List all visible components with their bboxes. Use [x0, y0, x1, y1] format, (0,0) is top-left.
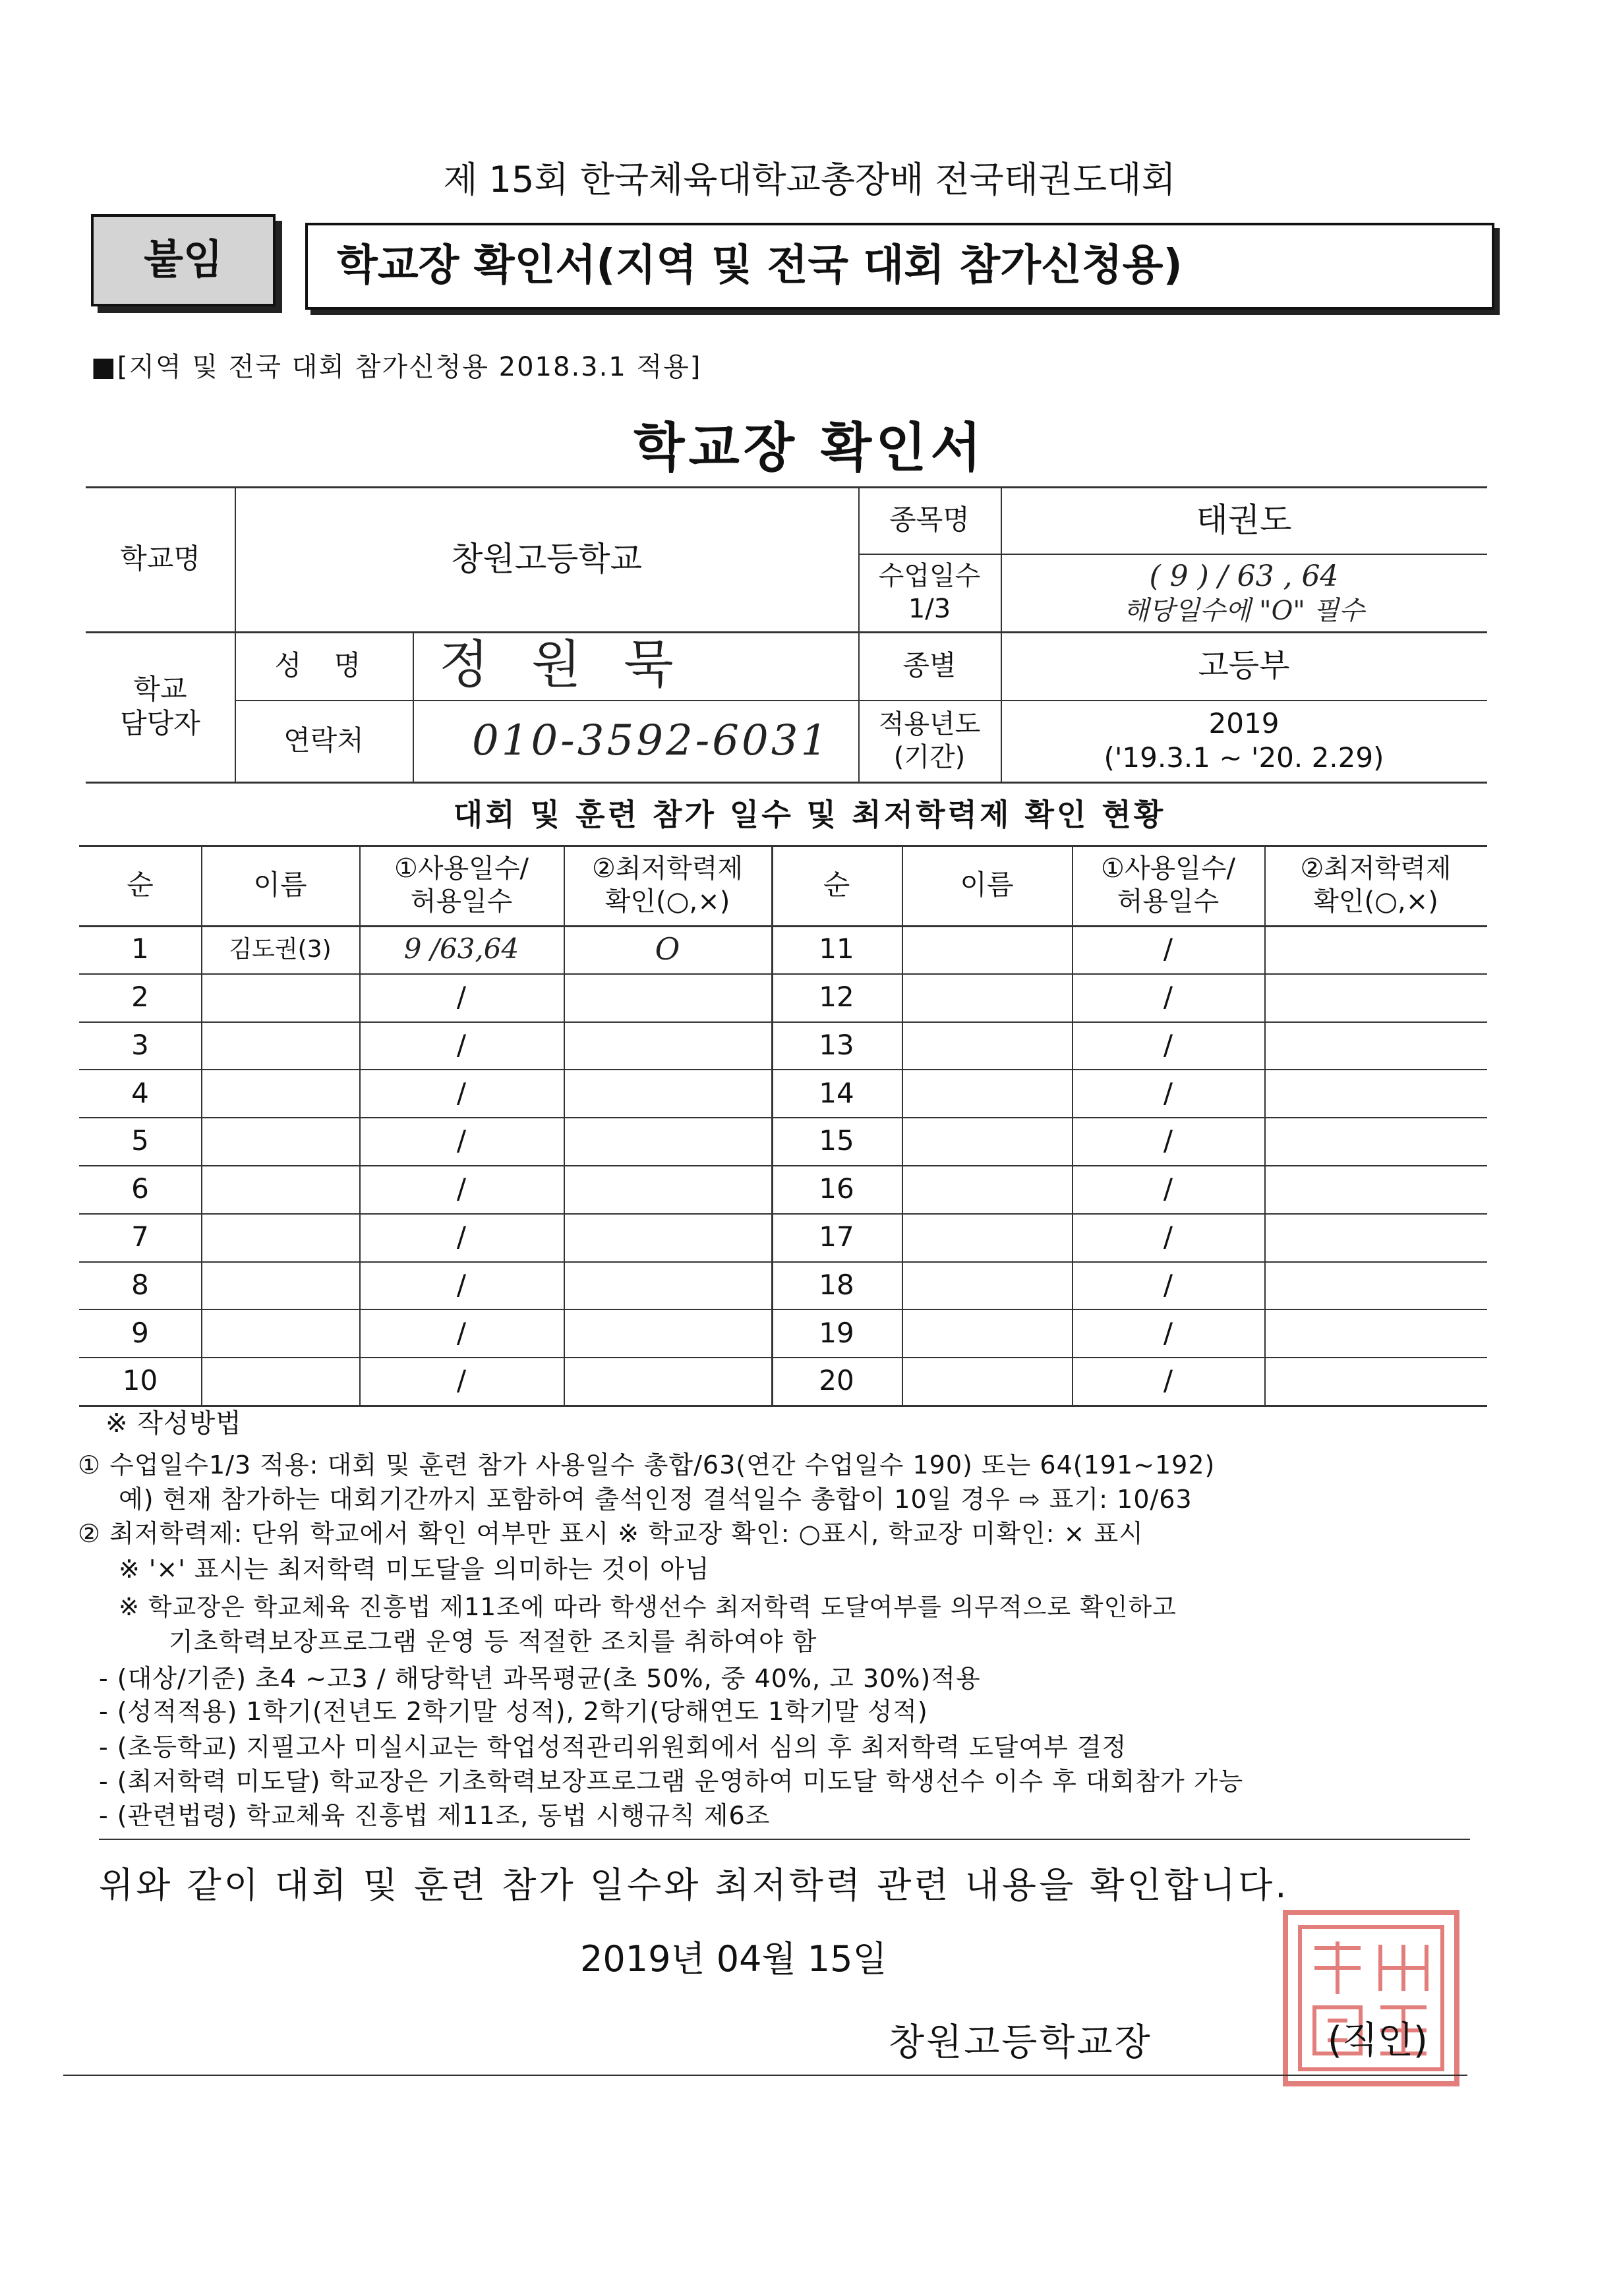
left-row-6-no: 6 — [131, 1172, 149, 1205]
right-row-7-check — [1264, 1213, 1487, 1261]
attachment-badge-label: 붙임 — [144, 235, 223, 284]
col-header-check-line2: 확인(○,×) — [604, 886, 730, 917]
left-row-6-check — [564, 1165, 771, 1213]
right-row-10-check — [1264, 1357, 1487, 1405]
left-row-7-no: 7 — [131, 1220, 149, 1253]
apply-year-label — [858, 700, 1001, 782]
left-row-8-no: 8 — [131, 1268, 149, 1301]
left-row-8-check — [564, 1261, 771, 1309]
detail-3: - (초등학교) 지필고사 미실시교는 학업성적관리위원회에서 심의 후 최저학력 도달여부 결정 — [99, 1733, 1127, 1762]
manager-label-line2: 담당자 — [120, 707, 200, 739]
right-row-8-check — [1264, 1261, 1487, 1309]
division-value: 고등부 — [1198, 647, 1290, 684]
col-header-check-right — [1264, 845, 1487, 925]
left-row-4-check — [564, 1069, 771, 1117]
left-row-6-name — [201, 1165, 359, 1213]
left-row-5-name — [201, 1117, 359, 1165]
col-header-no: 순 — [127, 868, 154, 901]
left-row-7-days: / — [456, 1220, 467, 1253]
col-header-days-right-line2: 허용일수 — [1117, 886, 1220, 917]
right-row-9-no: 19 — [819, 1316, 854, 1349]
manager-label — [86, 631, 235, 782]
col-header-days — [359, 845, 564, 925]
notes-title: ※ 작성방법 — [105, 1408, 242, 1439]
left-row-8-name — [201, 1261, 359, 1309]
col-header-check-right-line2: 확인(○,×) — [1313, 886, 1438, 917]
apply-period: ('19.3.1 ~ '20. 2.29) — [1104, 741, 1384, 774]
left-row-8-days: / — [456, 1268, 467, 1301]
right-row-1-days: / — [1163, 933, 1173, 965]
left-row-1-no: 1 — [131, 933, 149, 965]
left-row-5-days: / — [456, 1124, 467, 1157]
left-row-1-name: 김도권(3) — [229, 935, 332, 963]
detail-4: - (최저학력 미도달) 학교장은 기초학력보장프로그램 운영하여 미도달 학생선수 이수 후 대회참가 가능 — [99, 1767, 1244, 1796]
division-label: 종별 — [902, 648, 957, 681]
right-row-4-days: / — [1163, 1076, 1173, 1109]
issue-date: 2019년 04월 15일 — [580, 1938, 887, 1980]
right-row-4-check — [1264, 1069, 1487, 1117]
right-row-3-check — [1264, 1021, 1487, 1070]
left-row-2-name — [201, 973, 359, 1021]
right-row-5-days: / — [1163, 1124, 1173, 1157]
right-row-3-no: 13 — [819, 1028, 854, 1061]
col-header-no-right: 순 — [823, 868, 850, 901]
left-row-2-days: / — [456, 980, 467, 1013]
sport-value: 태권도 — [1196, 500, 1292, 539]
col-header-days-right-line1: ①사용일수/ — [1101, 853, 1235, 884]
person-name-label: 성 명 — [274, 648, 373, 681]
right-row-7-no: 17 — [819, 1220, 854, 1253]
col-header-days-line1: ①사용일수/ — [394, 853, 529, 884]
class-days-label-line1: 수업일수 — [878, 561, 981, 591]
left-row-3-check — [564, 1021, 771, 1070]
right-row-9-name — [902, 1309, 1072, 1357]
col-header-name-right: 이름 — [960, 868, 1014, 901]
col-header-days-line2: 허용일수 — [410, 886, 513, 917]
note-4-cont: 기초학력보장프로그램 운영 등 적절한 조치를 취하여야 함 — [169, 1627, 817, 1656]
col-header-check — [564, 845, 771, 925]
col-header-name: 이름 — [253, 868, 307, 901]
left-row-7-name — [201, 1213, 359, 1261]
left-row-3-name — [201, 1021, 359, 1070]
col-header-check-right-line1: ②최저학력제 — [1300, 853, 1452, 884]
note-2: ② 최저학력제: 단위 학교에서 확인 여부만 표시 ※ 학교장 확인: ○표시, 학교장 미확인: × 표시 — [78, 1519, 1144, 1548]
right-row-2-no: 12 — [819, 980, 854, 1013]
right-row-9-days: / — [1163, 1316, 1173, 1349]
left-row-10-no: 10 — [122, 1364, 158, 1397]
left-row-1-days: 9 /63,64 — [403, 933, 519, 965]
left-row-5-check — [564, 1117, 771, 1165]
left-row-1-check: O — [655, 931, 680, 967]
right-row-10-days: / — [1163, 1364, 1173, 1397]
class-days-count: ( 9 ) / 63 , 64 — [1149, 559, 1339, 593]
main-title: 학교장 확인서 — [633, 417, 986, 478]
competition-header: 제 15회 한국체육대학교총장배 전국태권도대회 — [443, 159, 1176, 200]
left-row-9-check — [564, 1309, 771, 1357]
class-days-value — [1001, 554, 1487, 631]
left-row-4-days: / — [456, 1076, 467, 1109]
sport-label: 종목명 — [889, 503, 970, 536]
note-1: ① 수업일수1/3 적용: 대회 및 훈련 참가 사용일수 총합/63(연간 수업일수 190) 또는 64(191~192) — [78, 1450, 1216, 1479]
manager-label-line1: 학교 — [133, 672, 187, 705]
left-row-5-no: 5 — [131, 1124, 149, 1157]
signer-name: 창원고등학교장 — [889, 2021, 1152, 2064]
left-row-6-days: / — [456, 1172, 467, 1205]
right-row-6-check — [1264, 1165, 1487, 1213]
col-header-days-right — [1072, 845, 1264, 925]
left-row-9-no: 9 — [131, 1316, 149, 1349]
left-row-4-no: 4 — [131, 1076, 149, 1109]
right-row-3-days: / — [1163, 1028, 1173, 1061]
col-header-check-line1: ②최저학력제 — [591, 853, 744, 884]
right-row-6-days: / — [1163, 1172, 1173, 1205]
right-row-1-no: 11 — [819, 933, 854, 965]
left-row-3-days: / — [456, 1028, 467, 1061]
apply-note: ■[지역 및 전국 대회 참가신청용 2018.3.1 적용] — [91, 352, 702, 382]
contact-value: 010-3592-6031 — [472, 716, 831, 765]
left-row-10-name — [201, 1357, 359, 1405]
right-row-5-check — [1264, 1117, 1487, 1165]
right-row-8-name — [902, 1261, 1072, 1309]
left-row-2-check — [564, 973, 771, 1021]
left-row-4-name — [201, 1069, 359, 1117]
right-row-3-name — [902, 1021, 1072, 1070]
apply-year-label-line1: 적용년도 — [878, 709, 981, 739]
right-row-10-name — [902, 1357, 1072, 1405]
right-row-8-no: 18 — [819, 1268, 854, 1301]
right-row-9-check — [1264, 1309, 1487, 1357]
right-row-2-days: / — [1163, 980, 1173, 1013]
seal-note: (직인) — [1328, 2019, 1428, 2062]
note-3: ※ '×' 표시는 최저학력 미도달을 의미하는 것이 아님 — [119, 1555, 710, 1584]
left-row-10-check — [564, 1357, 771, 1405]
right-row-6-no: 16 — [819, 1172, 854, 1205]
right-row-4-name — [902, 1069, 1072, 1117]
note-4: ※ 학교장은 학교체육 진흥법 제11조에 따라 학생선수 최저학력 도달여부를 의무적으로 확인하고 — [119, 1593, 1177, 1621]
document-type-title: 학교장 확인서(지역 및 전국 대회 참가신청용) — [337, 241, 1183, 290]
apply-year: 2019 — [1208, 706, 1280, 739]
right-row-1-name — [902, 925, 1072, 973]
confirm-statement: 위와 같이 대회 및 훈련 참가 일수와 최저학력 관련 내용을 확인합니다. — [99, 1864, 1289, 1906]
right-row-1-check — [1264, 925, 1487, 973]
right-row-8-days: / — [1163, 1268, 1173, 1301]
right-row-10-no: 20 — [819, 1364, 854, 1397]
left-row-2-no: 2 — [131, 980, 149, 1013]
left-row-10-days: / — [456, 1364, 467, 1397]
class-days-label-line2: 1/3 — [908, 594, 951, 624]
class-days-label — [858, 554, 1001, 631]
right-row-5-no: 15 — [819, 1124, 854, 1157]
right-row-5-name — [902, 1117, 1072, 1165]
person-name-value: 정 원 묵 — [439, 635, 687, 695]
school-name-label: 학교명 — [120, 542, 200, 575]
right-row-2-check — [1264, 973, 1487, 1021]
right-row-4-no: 14 — [819, 1076, 854, 1109]
right-row-6-name — [902, 1165, 1072, 1213]
left-row-7-check — [564, 1213, 771, 1261]
right-row-7-days: / — [1163, 1220, 1173, 1253]
detail-2: - (성적적용) 1학기(전년도 2학기말 성적), 2학기(당해연도 1학기말 성적) — [99, 1697, 928, 1726]
right-row-2-name — [902, 973, 1072, 1021]
detail-1: - (대상/기준) 초4 ~고3 / 해당학년 과목평균(초 50%, 중 40%, 고 30%)적용 — [99, 1664, 981, 1693]
left-row-3-no: 3 — [131, 1028, 149, 1061]
right-row-7-name — [902, 1213, 1072, 1261]
apply-year-label-line2: (기간) — [893, 742, 966, 772]
participation-section-title: 대회 및 훈련 참가 일수 및 최저학력제 확인 현황 — [453, 797, 1166, 832]
detail-5: - (관련법령) 학교체육 진흥법 제11조, 동법 시행규칙 제6조 — [99, 1801, 771, 1830]
apply-year-value — [1001, 700, 1487, 782]
left-row-9-name — [201, 1309, 359, 1357]
school-name-value: 창원고등학교 — [451, 539, 642, 578]
note-1-example: 예) 현재 참가하는 대회기간까지 포함하여 출석인정 결석일수 총합이 10일 경우 ⇨ 표기: 10/63 — [119, 1485, 1192, 1514]
contact-label: 연락처 — [283, 724, 364, 757]
class-days-requirement: 해당일수에 "O" 필수 — [1123, 595, 1365, 626]
left-row-9-days: / — [456, 1316, 467, 1349]
